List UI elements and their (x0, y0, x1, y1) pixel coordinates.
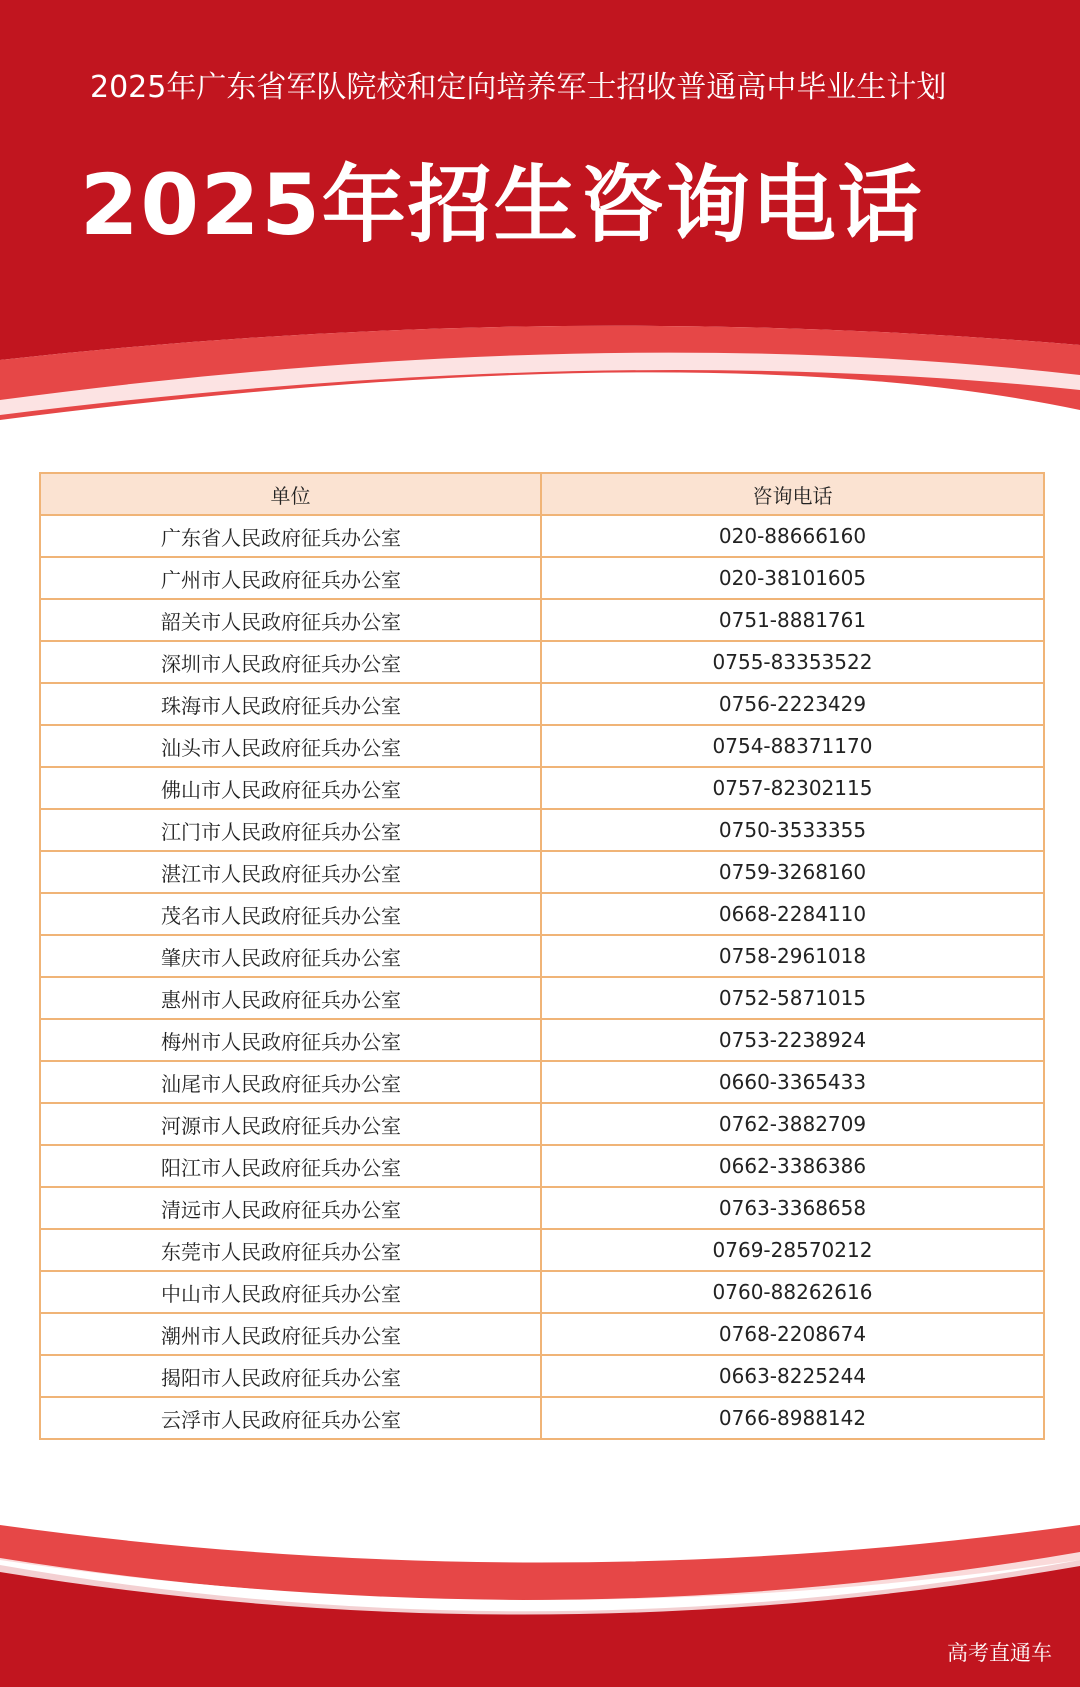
table-row (40, 599, 1044, 641)
contact-table (39, 472, 1045, 1440)
phone-cell: 0662-3386386 (541, 1145, 1044, 1187)
table-row (40, 977, 1044, 1019)
phone-cell: 0668-2284110 (541, 893, 1044, 935)
unit-cell: 深圳市人民政府征兵办公室 (40, 641, 541, 683)
phone-cell: 0768-2208674 (541, 1313, 1044, 1355)
phone-cell: 0762-3882709 (541, 1103, 1044, 1145)
page-title: 2025年招生咨询电话 (80, 156, 924, 254)
unit-cell: 潮州市人民政府征兵办公室 (40, 1313, 541, 1355)
unit-cell: 梅州市人民政府征兵办公室 (40, 1019, 541, 1061)
table-row (40, 515, 1044, 557)
unit-cell: 茂名市人民政府征兵办公室 (40, 893, 541, 935)
table-row (40, 1103, 1044, 1145)
unit-cell: 湛江市人民政府征兵办公室 (40, 851, 541, 893)
table-body (40, 515, 1044, 1439)
column-header-unit: 单位 (40, 473, 541, 515)
phone-cell: 0759-3268160 (541, 851, 1044, 893)
phone-cell: 0756-2223429 (541, 683, 1044, 725)
unit-cell: 江门市人民政府征兵办公室 (40, 809, 541, 851)
unit-cell: 韶关市人民政府征兵办公室 (40, 599, 541, 641)
phone-cell: 0760-88262616 (541, 1271, 1044, 1313)
unit-cell: 河源市人民政府征兵办公室 (40, 1103, 541, 1145)
phone-cell: 0752-5871015 (541, 977, 1044, 1019)
unit-cell: 清远市人民政府征兵办公室 (40, 1187, 541, 1229)
phone-cell: 0755-83353522 (541, 641, 1044, 683)
table-row (40, 1271, 1044, 1313)
table-row (40, 893, 1044, 935)
table-row (40, 809, 1044, 851)
phone-cell: 0753-2238924 (541, 1019, 1044, 1061)
unit-cell: 汕头市人民政府征兵办公室 (40, 725, 541, 767)
watermark-text: 高考直通车 (947, 1641, 1052, 1665)
table-row (40, 1061, 1044, 1103)
phone-cell: 0663-8225244 (541, 1355, 1044, 1397)
table-row (40, 935, 1044, 977)
unit-cell: 肇庆市人民政府征兵办公室 (40, 935, 541, 977)
phone-cell: 0660-3365433 (541, 1061, 1044, 1103)
phone-cell: 0751-8881761 (541, 599, 1044, 641)
unit-cell: 云浮市人民政府征兵办公室 (40, 1397, 541, 1439)
table-row (40, 1355, 1044, 1397)
unit-cell: 惠州市人民政府征兵办公室 (40, 977, 541, 1019)
phone-cell: 0757-82302115 (541, 767, 1044, 809)
table-header-row (40, 473, 1044, 515)
unit-cell: 东莞市人民政府征兵办公室 (40, 1229, 541, 1271)
table-row (40, 725, 1044, 767)
unit-cell: 阳江市人民政府征兵办公室 (40, 1145, 541, 1187)
phone-cell: 020-88666160 (541, 515, 1044, 557)
table-row (40, 1229, 1044, 1271)
unit-cell: 广州市人民政府征兵办公室 (40, 557, 541, 599)
phone-cell: 0750-3533355 (541, 809, 1044, 851)
table-row (40, 641, 1044, 683)
unit-cell: 中山市人民政府征兵办公室 (40, 1271, 541, 1313)
table-row (40, 1019, 1044, 1061)
page-subtitle: 2025年广东省军队院校和定向培养军士招收普通高中毕业生计划 (90, 70, 947, 105)
table-row (40, 1313, 1044, 1355)
phone-cell: 0769-28570212 (541, 1229, 1044, 1271)
table-row (40, 1187, 1044, 1229)
unit-cell: 珠海市人民政府征兵办公室 (40, 683, 541, 725)
contact-table-container (39, 472, 1043, 1440)
table-row (40, 683, 1044, 725)
table-row (40, 1397, 1044, 1439)
table-row (40, 1145, 1044, 1187)
phone-cell: 0766-8988142 (541, 1397, 1044, 1439)
unit-cell: 佛山市人民政府征兵办公室 (40, 767, 541, 809)
unit-cell: 广东省人民政府征兵办公室 (40, 515, 541, 557)
phone-cell: 020-38101605 (541, 557, 1044, 599)
table-row (40, 557, 1044, 599)
phone-cell: 0758-2961018 (541, 935, 1044, 977)
table-row (40, 767, 1044, 809)
phone-cell: 0763-3368658 (541, 1187, 1044, 1229)
unit-cell: 汕尾市人民政府征兵办公室 (40, 1061, 541, 1103)
column-header-phone: 咨询电话 (541, 473, 1044, 515)
phone-cell: 0754-88371170 (541, 725, 1044, 767)
table-row (40, 851, 1044, 893)
unit-cell: 揭阳市人民政府征兵办公室 (40, 1355, 541, 1397)
